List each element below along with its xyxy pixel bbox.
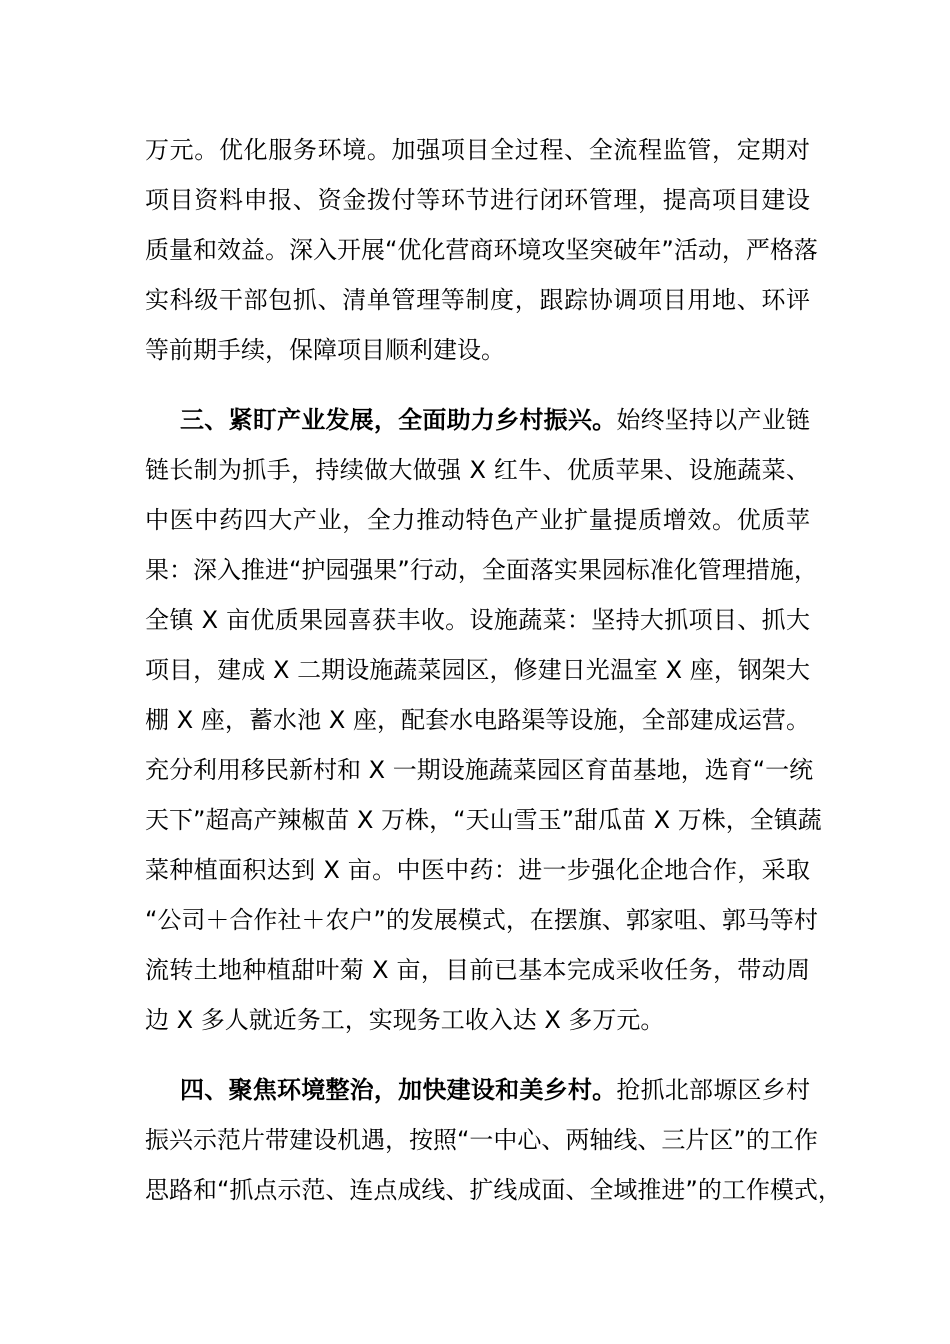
paragraph-line-text: 抢抓北部塬区乡村 [616,1076,811,1104]
paragraph-line: 振兴示范片带建设机遇，按照“一中心、两轴线、三片区”的工作 [145,1126,818,1154]
paragraph-line: 链长制为抓手，持续做大做强 X 红牛、优质苹果、设施蔬菜、 [145,456,810,484]
paragraph-line: 万元。优化服务环境。加强项目全过程、全流程监管，定期对 [145,136,810,164]
paragraph-line: 中医中药四大产业，全力推动特色产业扩量提质增效。优质苹 [145,506,810,534]
paragraph-line: 棚 X 座，蓄水池 X 座，配套水电路渠等设施，全部建成运营。 [145,706,810,734]
paragraph-line: 实科级干部包抓、清单管理等制度，跟踪协调项目用地、环评 [145,286,810,314]
section-heading-three: 三、紧盯产业发展，全面助力乡村振兴。 [180,406,617,434]
paragraph-line: 边 X 多人就近务工，实现务工收入达 X 多万元。 [145,1006,665,1034]
paragraph-line: “公司＋合作社＋农户”的发展模式，在摆旗、郭家咀、郭马等村 [145,906,818,934]
paragraph-line: 果：深入推进“护园强果”行动，全面落实果园标准化管理措施， [145,556,818,584]
paragraph-line: 项目，建成 X 二期设施蔬菜园区，修建日光温室 X 座，钢架大 [145,656,810,684]
paragraph-line: 充分利用移民新村和 X 一期设施蔬菜园区育苗基地，选育“一统 [145,756,814,784]
paragraph-line: 天下”超高产辣椒苗 X 万株，“天山雪玉”甜瓜苗 X 万株，全镇蔬 [145,806,822,834]
paragraph-line: 全镇 X 亩优质果园喜获丰收。设施蔬菜：坚持大抓项目、抓大 [145,606,810,634]
paragraph-line: 等前期手续，保障项目顺利建设。 [145,336,505,364]
paragraph-line: 质量和效益。深入开展“优化营商环境攻坚突破年”活动，严格落 [145,236,818,264]
paragraph-line: 思路和“抓点示范、连点成线、扩线成面、全域推进”的工作模式， [145,1176,842,1204]
paragraph-line-text: 始终坚持以产业链 [616,406,811,434]
paragraph-first-line [180,1070,810,1110]
paragraph-line: 项目资料申报、资金拨付等环节进行闭环管理，提高项目建设 [145,186,810,214]
paragraph-first-line [180,400,810,440]
paragraph-line: 流转土地种植甜叶菊 X 亩，目前已基本完成采收任务，带动周 [145,956,810,984]
section-heading-four: 四、聚焦环境整治，加快建设和美乡村。 [180,1076,617,1104]
paragraph-line: 菜种植面积达到 X 亩。中医中药：进一步强化企地合作，采取 [145,856,810,884]
